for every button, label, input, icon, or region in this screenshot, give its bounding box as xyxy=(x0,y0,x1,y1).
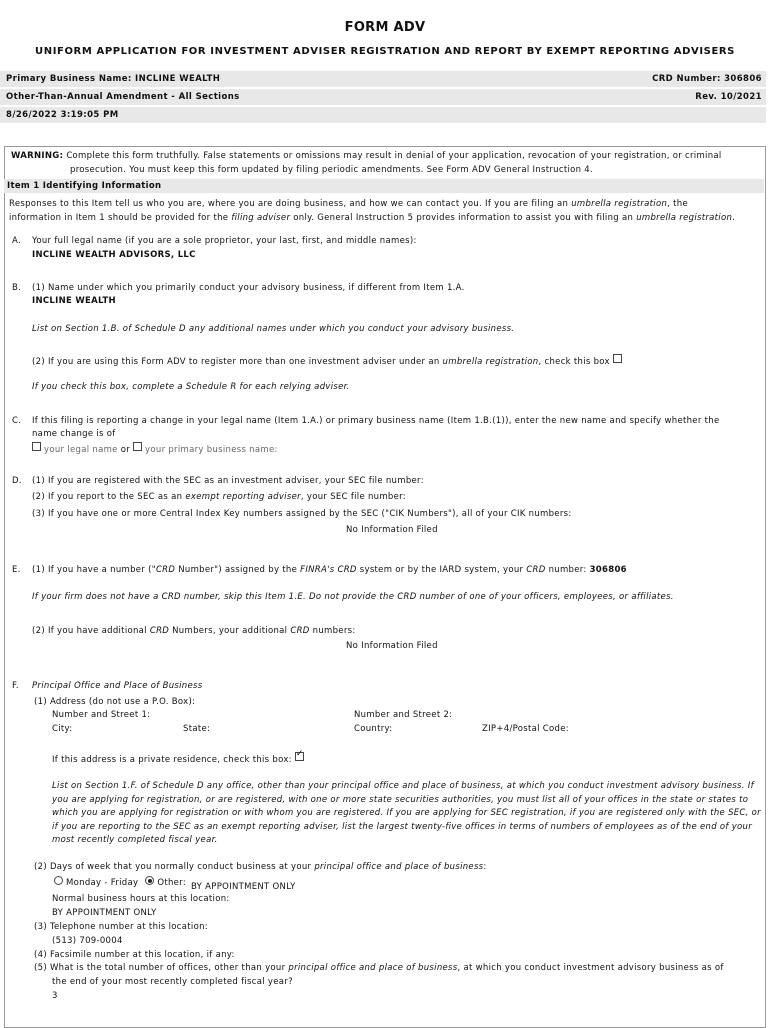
warning-label: WARNING: xyxy=(11,151,64,161)
private-residence-question: If this address is a private residence, check this box: ✓ xyxy=(52,749,304,765)
city-label: City: xyxy=(52,724,73,734)
state-label: State: xyxy=(183,724,211,734)
monday-friday-radio[interactable] xyxy=(54,876,63,885)
item-e-no-info: No Information Filed xyxy=(346,641,438,651)
item-e-note: If your firm does not have a CRD number, skip this Item 1.E. Do not provide the CRD number of one of your officers, employees, or affiliates. xyxy=(32,592,674,602)
warning-line1: WARNING: Complete this form truthfully. False statements or omissions may result in denial of your application, revocation of your registration, or criminal xyxy=(11,151,722,161)
hours-value: BY APPOINTMENT ONLY xyxy=(52,908,157,918)
legal-name-value: INCLINE WEALTH ADVISORS, LLC xyxy=(32,250,196,260)
crd-value: 306806 xyxy=(589,565,627,575)
header-bar-amendment xyxy=(0,89,766,105)
item-f-title: Principal Office and Place of Business xyxy=(32,681,203,691)
form-subtitle: UNIFORM APPLICATION FOR INVESTMENT ADVISER REGISTRATION AND REPORT BY EXEMPT REPORTING ADVISERS xyxy=(35,46,735,57)
warning-line2: prosecution. You must keep this form updated by filing periodic amendments. See Form ADV General Instruction 4. xyxy=(70,165,594,175)
item-d-no-info: No Information Filed xyxy=(346,525,438,535)
item-d-question1: (1) If you are registered with the SEC as an investment adviser, your SEC file number: xyxy=(32,476,424,486)
item-e-question2: (2) If you have additional CRD Numbers, your additional CRD numbers: xyxy=(32,626,356,636)
header-bar-business xyxy=(0,71,766,87)
umbrella-checkbox[interactable] xyxy=(613,354,622,363)
address-question: (1) Address (do not use a P.O. Box): xyxy=(34,697,196,707)
business-name-value: INCLINE WEALTH xyxy=(32,296,116,306)
offices-question-line2: the end of your most recently completed fiscal year? xyxy=(52,977,293,987)
item-b-note2: If you check this box, complete a Schedule R for each relying adviser. xyxy=(32,382,350,392)
item1-intro-line1: Responses to this Item tell us who you are, where you are doing business, and how we can contact you. If you are filing an umbrella registration, the xyxy=(9,199,688,209)
street2-label: Number and Street 2: xyxy=(354,710,453,720)
hours-label: Normal business hours at this location: xyxy=(52,894,230,904)
business-name-change-checkbox[interactable] xyxy=(133,442,142,451)
country-label: Country: xyxy=(354,724,393,734)
amendment-type: Other-Than-Annual Amendment - All Sections xyxy=(6,92,240,102)
item-f-note: List on Section 1.F. of Schedule D any office, other than your principal office and place of business, at which you conduct investment advisory business. If you are applying for registration, or are registered, with one or more state securities authorities, you must list all of your offices in the state or states to which you are applying for registration or with whom you are registered. If you are applying for SEC registration, if you are registered only with the SEC, or if you are reporting to the SEC as an exempt reporting adviser, list the largest twenty-five offices in terms of numbers of employees as of the end of your most recently completed fiscal year. xyxy=(52,781,761,845)
form-title: FORM ADV xyxy=(344,20,426,35)
checkmark-icon: ✓ xyxy=(295,749,304,759)
days-options: Monday - Friday Other: BY APPOINTMENT ONLY xyxy=(54,876,296,888)
phone-question: (3) Telephone number at this location: xyxy=(34,922,208,932)
item-b-question1: (1) Name under which you primarily conduct your advisory business, if different from Item 1.A. xyxy=(32,283,465,293)
filing-datetime: 8/26/2022 3:19:05 PM xyxy=(6,110,119,120)
other-days-value: BY APPOINTMENT ONLY xyxy=(191,882,296,892)
days-question: (2) Days of week that you normally conduct business at your principal office and place of business: xyxy=(34,862,487,872)
crd-number: CRD Number: 306806 xyxy=(652,74,762,84)
item-b-letter: B. xyxy=(12,283,22,293)
street1-label: Number and Street 1: xyxy=(52,710,151,720)
item-c-question-line1: If this filing is reporting a change in your legal name (Item 1.A.) or primary business name (Item 1.B.(1)), enter the new name and specify whether the xyxy=(32,416,720,426)
item-c-question-line2: name change is of xyxy=(32,429,116,439)
item-f-letter: F. xyxy=(12,681,19,691)
zip-label: ZIP+4/Postal Code: xyxy=(482,724,569,734)
item-c-letter: C. xyxy=(12,416,22,426)
item-d-question3: (3) If you have one or more Central Index Key numbers assigned by the SEC ("CIK Numbers"), all of your CIK numbers: xyxy=(32,509,572,519)
header-bar-date xyxy=(0,107,766,123)
item-e-letter: E. xyxy=(12,565,21,575)
legal-name-change-checkbox[interactable] xyxy=(32,442,41,451)
item-a-letter: A. xyxy=(12,236,21,246)
item1-heading: Item 1 Identifying Information xyxy=(4,179,764,193)
item-b-question2: (2) If you are using this Form ADV to register more than one investment adviser under an umbrella registration, check this box xyxy=(32,354,622,367)
item-e-question1: (1) If you have a number ("CRD Number") assigned by the FINRA's CRD system or by the IARD system, your CRD number: 306806 xyxy=(32,565,627,575)
item-c-options: your legal name or your primary business name: xyxy=(32,442,278,455)
phone-value: (513) 709-0004 xyxy=(52,936,123,946)
revision: Rev. 10/2021 xyxy=(695,92,762,102)
other-days-radio[interactable] xyxy=(145,876,154,885)
item-d-letter: D. xyxy=(12,476,22,486)
offices-value: 3 xyxy=(52,991,58,1001)
business-name: Primary Business Name: INCLINE WEALTH xyxy=(6,74,221,84)
item-b-note1: List on Section 1.B. of Schedule D any additional names under which you conduct your advisory business. xyxy=(32,324,515,334)
private-residence-checkbox[interactable] xyxy=(295,749,304,761)
item-d-question2: (2) If you report to the SEC as an exempt reporting adviser, your SEC file number: xyxy=(32,492,406,502)
offices-question: (5) What is the total number of offices, other than your principal office and place of business, at which you conduct investment advisory business as of xyxy=(34,963,724,973)
fax-question: (4) Facsimile number at this location, if any: xyxy=(34,950,235,960)
item-a-question: Your full legal name (if you are a sole proprietor, your last, first, and middle names): xyxy=(32,236,417,246)
item1-intro-line2: information in Item 1 should be provided for the filing adviser only. General Instruction 5 provides information to assist you with filing an umbrella registration. xyxy=(9,213,736,223)
